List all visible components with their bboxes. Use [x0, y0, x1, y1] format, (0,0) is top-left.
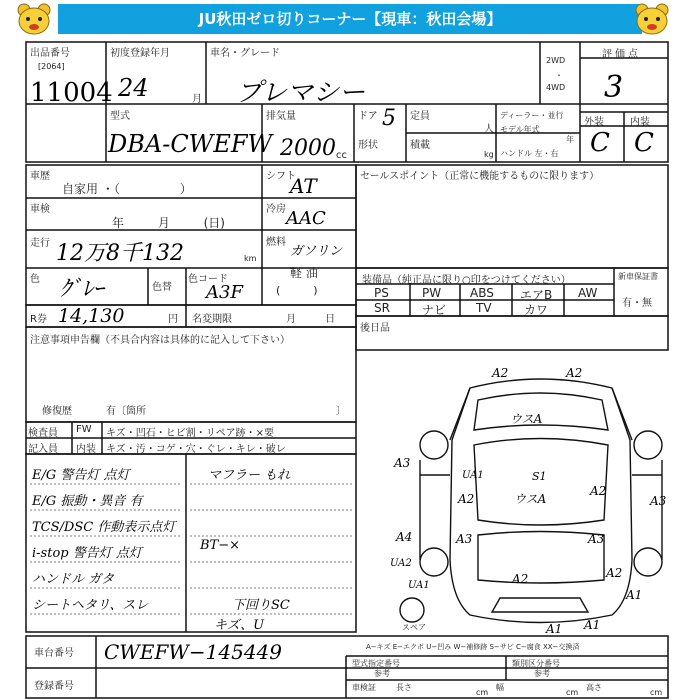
equip-aw: AW [578, 286, 598, 300]
warranty-options: 有・無 [622, 298, 652, 309]
repair-value: 有〔箇所 [106, 406, 146, 417]
cert-dims-label: 車検証 [352, 683, 376, 692]
fw-items: キズ・凹石・ヒビ割・リペア跡・×要 [106, 428, 274, 439]
notes-label: 注意事項申告欄（不具合内容は具体的に記入して下さい） [30, 335, 290, 346]
recorder-label: 記入員 [28, 444, 58, 455]
damage-mark: A2 [566, 366, 583, 380]
mileage-value: 12万8千132 [56, 241, 184, 266]
persons-label: 人 [484, 124, 494, 135]
damage-mark: A3 [456, 532, 473, 546]
interior-items: キズ・汚・コゲ・穴・ぐレ・キレ・破レ [106, 444, 286, 455]
damage-mark: UA2 [390, 558, 412, 569]
inspector-label: 検査員 [28, 428, 58, 439]
equip-navi: ナビ [422, 303, 447, 317]
drive-4wd-label: 4WD [546, 83, 566, 92]
exterior-label: 外装 [584, 117, 604, 128]
equipment-label: 装備品（純正品に限り○印をつけてください） [362, 275, 571, 286]
fuel-value: ガソリン [290, 244, 343, 259]
note-3: TCS/DSC 作動表示点灯 [32, 520, 176, 535]
right-note-3: 下回りSC [232, 598, 290, 613]
dim-height-label: 高さ [586, 683, 602, 692]
handle-label: ハンドル 左・右 [500, 149, 559, 158]
color-change-label: 色替 [152, 282, 172, 293]
recycle-label: R券 [30, 314, 47, 325]
history-label: 車歴 [30, 171, 50, 182]
damage-mark: A3 [394, 456, 411, 470]
model-label: 型式 [110, 111, 130, 122]
equip-abs: ABS [470, 286, 494, 300]
capacity-label: 定員 [410, 111, 430, 122]
year-value: 24 [118, 74, 149, 102]
interior-row-label: 内装 [76, 444, 96, 455]
lot-number-label: 出品番号 [30, 48, 70, 59]
color-label: 色 [30, 274, 40, 285]
drive-2wd-label: 2WD [546, 56, 566, 65]
new-car-warranty-label: 新車保証書 [618, 272, 658, 281]
equip-tv: TV [476, 301, 492, 315]
note-6: シートヘタリ、スレ [32, 598, 149, 613]
registration-number-label: 登録番号 [34, 681, 74, 692]
model-value: DBA-CWEFW [108, 130, 273, 158]
cooling-value: AAC [286, 208, 326, 229]
drive-dot-label: ・ [555, 71, 563, 80]
repair-end: 〕 [336, 406, 346, 417]
color-code-label: 色コード [188, 274, 228, 285]
note-4: i-stop 警告灯 点灯 [32, 546, 142, 561]
right-note-4: キズ、U [214, 618, 265, 633]
spare-label: スペア [402, 623, 426, 632]
damage-mark: A2 [512, 572, 529, 586]
month-day-label: 月 日 [286, 314, 336, 325]
dim-width-cm: cm [566, 688, 579, 697]
dim-length-cm: cm [476, 688, 489, 697]
damage-mark: A2 [492, 366, 509, 380]
damage-mark: A1 [546, 622, 563, 636]
recycle-value: 14,130 [58, 305, 125, 327]
right-note-2: BT−× [200, 538, 241, 553]
damage-mark: A1 [626, 588, 643, 602]
dim-width-label: 幅 [496, 683, 504, 692]
right-note-1: マフラー もれ [208, 468, 291, 483]
exterior-value: C [590, 128, 610, 158]
yen-label: 円 [168, 314, 178, 325]
category-reference: 参考 [534, 669, 550, 678]
shift-value: AT [290, 174, 317, 198]
year-unit-label: 年 [566, 135, 574, 144]
inspection-format: 年 月 (日) [112, 216, 225, 230]
fw-label: FW [76, 424, 92, 435]
note-5: ハンドル ガタ [32, 572, 115, 587]
first-registration-label: 初度登録年月 [110, 48, 170, 59]
equip-pw: PW [422, 286, 442, 300]
damage-mark: ウスA [514, 492, 547, 506]
shape-label: 形状 [358, 140, 378, 151]
dealer-label: ディーラー・並行 [500, 111, 564, 120]
fuel-alt: 軽 油 [290, 266, 318, 280]
doors-value: 5 [382, 106, 396, 131]
damage-mark: ウスA [510, 412, 543, 426]
header-title: JU秋田ゼロ切りコーナー【現車：秋田会場】 [198, 10, 502, 28]
color-value: ｸﾞﾚｰ [60, 277, 105, 302]
damage-mark: A4 [396, 530, 413, 544]
chassis-number-label: 車台番号 [34, 648, 74, 659]
shift-label: シフト [266, 171, 296, 182]
damage-mark: A2 [590, 484, 607, 498]
dim-height-cm: cm [650, 688, 663, 697]
equip-airbag: エアB [520, 288, 553, 302]
equip-ps: PS [374, 286, 389, 300]
interior-label: 内装 [630, 117, 650, 128]
interior-value: C [634, 128, 654, 158]
note-1: E/G 警告灯 点灯 [32, 468, 130, 483]
designation-reference: 参考 [374, 669, 390, 678]
doors-label: ドア [358, 111, 378, 122]
inspection-label: 車検 [30, 204, 50, 215]
score-value: 3 [604, 70, 624, 105]
displacement-value: 2000 [280, 136, 336, 161]
damage-mark: A2 [458, 492, 475, 506]
km-label: km [244, 254, 257, 263]
damage-mark: A3 [588, 532, 605, 546]
designation-number-label: 型式指定番号 [352, 659, 400, 668]
color-code-value: A3F [206, 282, 243, 303]
chassis-number-value: CWEFW−145449 [104, 640, 282, 664]
kg-label: kg [484, 150, 494, 159]
lot-number-value: 11004 [30, 78, 113, 108]
legend-label: A−キズ E−エクボ U−凹み W−補修跡 S−サビ C−腐食 XX−交換済 [366, 643, 580, 651]
damage-mark: A3 [650, 494, 667, 508]
cooling-label: 冷房 [266, 204, 286, 215]
model-year-label: モデル年式 [500, 125, 540, 134]
damage-mark: A2 [606, 566, 623, 580]
equip-sr: SR [374, 301, 390, 315]
displacement-label: 排気量 [266, 111, 296, 122]
car-name-value: プレマシー [236, 78, 365, 108]
history-value: 自家用 ・（ ） [62, 182, 192, 196]
category-number-label: 類別区分番号 [512, 659, 560, 668]
cc-label: cc [336, 150, 347, 161]
back-seat-label: 後日品 [360, 323, 390, 334]
sales-points-label: セールスポイント（正常に機能するものに限ります） [360, 171, 600, 182]
load-label: 積載 [410, 140, 430, 151]
car-name-label: 車名・グレード [210, 48, 280, 59]
damage-mark: UA1 [408, 580, 430, 591]
damage-mark: S1 [532, 470, 547, 483]
month-label: 月 [192, 94, 202, 105]
note-2: E/G 振動・異音 有 [32, 494, 143, 509]
repair-history-label: 修復歴 [42, 406, 72, 417]
damage-mark: A1 [584, 618, 601, 632]
damage-mark: UA1 [462, 470, 484, 481]
score-label: 評価点 [602, 49, 641, 60]
fuel-paren: ( ) [276, 284, 318, 297]
lot-code: [2064] [38, 62, 65, 71]
dim-length-label: 長さ [396, 683, 412, 692]
mileage-label: 走行 [30, 238, 50, 249]
equip-leather: カワ [524, 303, 549, 317]
fuel-label: 燃料 [266, 237, 286, 248]
name-change-label: 名変期限 [192, 314, 232, 325]
